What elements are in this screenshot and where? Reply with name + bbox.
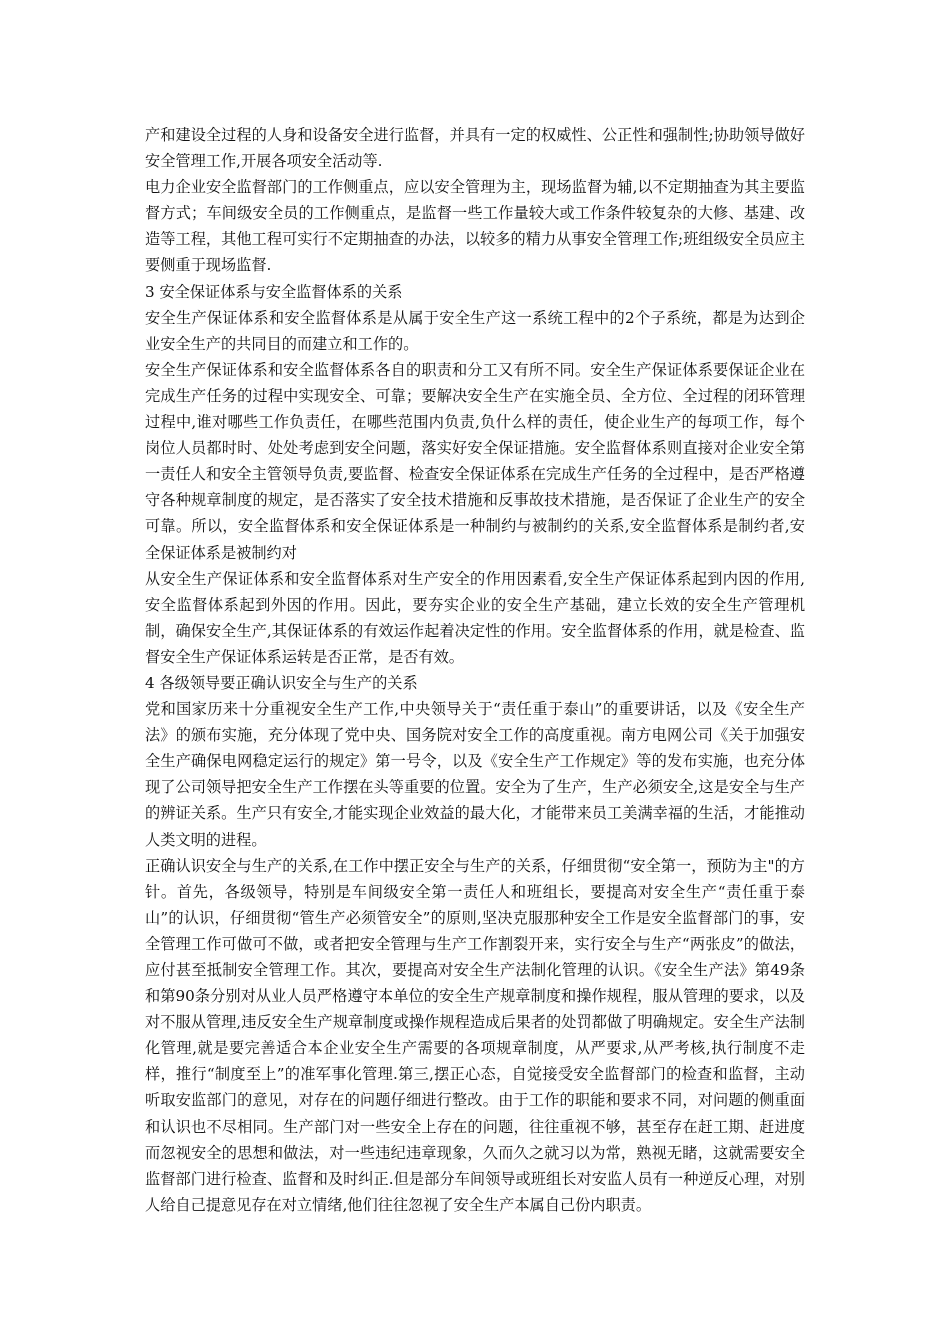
paragraph-3: 安全生产保证体系和安全监督体系是从属于安全生产这一系统工程中的2个子系统，都是为达到企业安全生产的共同目的而建立和工作的。: [145, 308, 805, 353]
paragraph-2: 电力企业安全监督部门的工作侧重点，应以安全管理为主，现场监督为辅,以不定期抽查为其主要监督方式；车间级安全员的工作侧重点，是监督一些工作量较大或工作条件较复杂的大修、基建、改造等工程，其他工程可实行不定期抽查的办法，以较多的精力从事安全管理工作;班组级安全员应主要侧重于现场监督.: [145, 178, 805, 275]
section-heading-4: 4 各级领导要正确认识安全与生产的关系: [145, 673, 418, 692]
paragraph-1: 产和建设全过程的人身和设备安全进行监督，并具有一定的权威性、公正性和强制性;协助领导做好安全管理工作,开展各项安全活动等.: [145, 126, 805, 171]
paragraph-5: 从安全生产保证体系和安全监督体系对生产安全的作用因素看,安全生产保证体系起到内因的作用,安全监督体系起到外因的作用。因此，要夯实企业的安全生产基础，建立长效的安全生产管理机制，确保安全生产,其保证体系的有效运作起着决定性的作用。安全监督体系的作用，就是检查、监督安全生产保证体系运转是否正常，是否有效。: [145, 569, 805, 666]
paragraph-4: 安全生产保证体系和安全监督体系各自的职责和分工又有所不同。安全生产保证体系要保证企业在完成生产任务的过程中实现安全、可靠；要解决安全生产在实施全员、全方位、全过程的闭环管理过程中,谁对哪些工作负责任，在哪些范围内负责,负什么样的责任，使企业生产的每项工作，每个岗位人员都时时、处处考虑到安全问题，落实好安全保证措施。安全监督体系则直接对企业安全第一责任人和安全主管领导负责,要监督、检查安全保证体系在完成生产任务的全过程中，是否严格遵守各种规章制度的规定，是否落实了安全技术措施和反事故技术措施，是否保证了企业生产的安全可靠。所以，安全监督体系和安全保证体系是一种制约与被制约的关系,安全监督体系是制约者,安全保证体系是被制约对: [145, 360, 805, 562]
paragraph-7: 正确认识安全与生产的关系,在工作中摆正安全与生产的关系，仔细贯彻“安全第一，预防为主"的方针。首先，各级领导，特别是车间级安全第一责任人和班组长，要提高对安全生产“责任重于泰山”的认识，仔细贯彻“管生产必须管安全”的原则,坚决克服那种安全工作是安全监督部门的事，安全管理工作可做可不做，或者把安全管理与生产工作割裂开来，实行安全与生产“两张皮”的做法，应付甚至抵制安全管理工作。其次，要提高对安全生产法制化管理的认识。《安全生产法》第49条和第90条分别对从业人员严格遵守本单位的安全生产规章制度和操作规程，服从管理的要求，以及对不服从管理,违反安全生产规章制度或操作规程造成后果者的处罚都做了明确规定。安全生产法制化管理,就是要完善适合本企业安全生产需要的各项规章制度，从严要求,从严考核,执行制度不走样，推行“制度至上”的准军事化管理.第三,摆正心态，自觉接受安全监督部门的检查和监督，主动听取安监部门的意见，对存在的问题仔细进行整改。由于工作的职能和要求不同，对问题的侧重面和认识也不尽相同。生产部门对一些安全上存在的问题，往往重视不够，甚至存在赶工期、赶进度而忽视安全的思想和做法，对一些违纪违章现象，久而久之就习以为常，熟视无睹，这就需要安全监督部门进行检查、监督和及时纠正.但是部分车间领导或班组长对安监人员有一种逆反心理，对别人给自己提意见存在对立情绪,他们往往忽视了安全生产本属自己份内职责。: [145, 856, 805, 1214]
paragraph-6: 党和国家历来十分重视安全生产工作,中央领导关于“责任重于泰山”的重要讲话，以及《安全生产法》的颁布实施，充分体现了党中央、国务院对安全工作的高度重视。南方电网公司《关于加强安全生产确保电网稳定运行的规定》第一号令，以及《安全生产工作规定》等的发布实施，也充分体现了公司领导把安全生产工作摆在头等重要的位置。安全为了生产，生产必须安全,这是安全与生产的辨证关系。生产只有安全,才能实现企业效益的最大化，才能带来员工美满幸福的生活，才能推动人类文明的进程。: [145, 700, 805, 849]
section-heading-3: 3 安全保证体系与安全监督体系的关系: [145, 282, 403, 301]
document-body: [145, 122, 805, 1218]
